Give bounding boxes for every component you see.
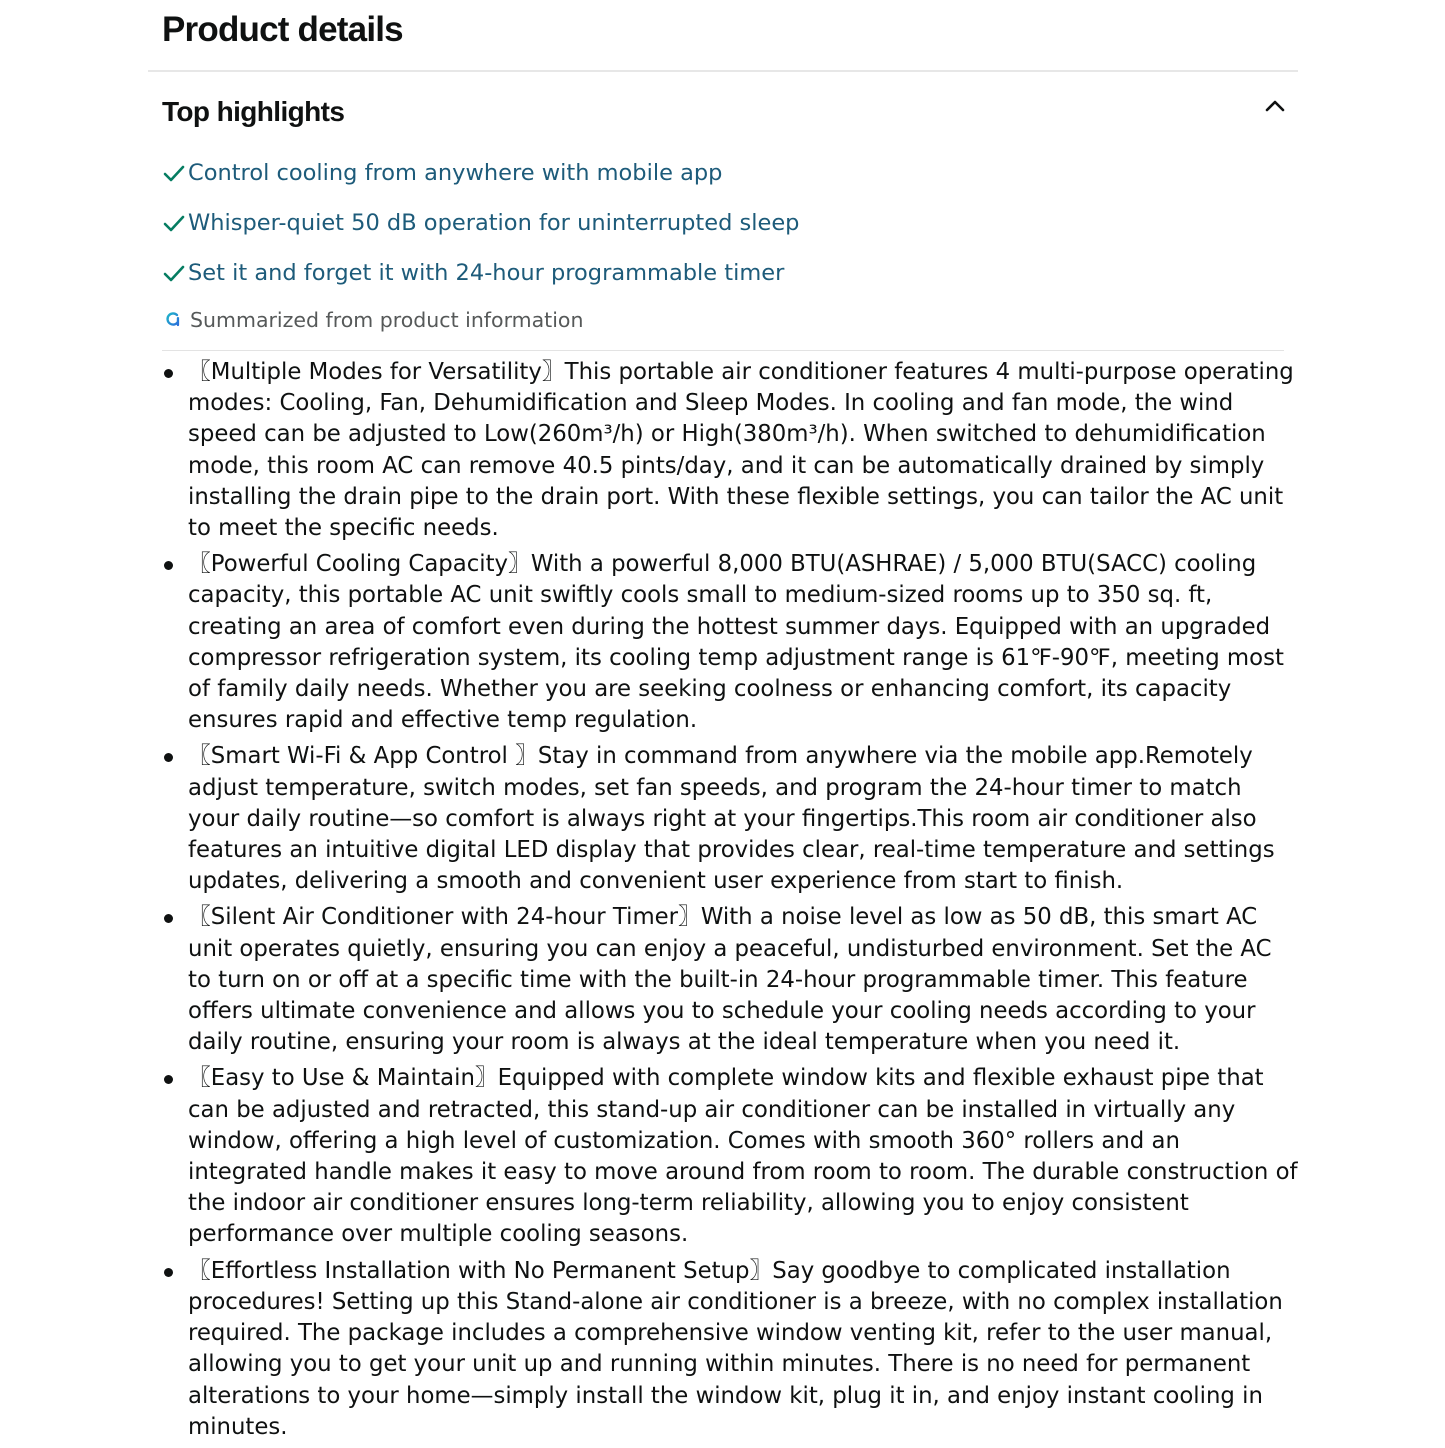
bullet-item xyxy=(188,1256,1298,1443)
bullet-dot xyxy=(164,369,173,378)
bullet-dot xyxy=(164,753,173,762)
bullet-item xyxy=(188,902,1298,1058)
highlight-link[interactable]: Set it and forget it with 24-hour programmable timer xyxy=(188,260,785,286)
bullet-text: 〖Silent Air Conditioner with 24-hour Timer〗With a noise level as low as 50 dB, this smart AC unit operates quietly, ensuring you can enjoy a peaceful, undisturbed environment. Set the AC to turn on or off at a specific time with the built-in 24-hour programmable timer. This feature offers ultimate convenience and allows you to schedule your cooling needs according to your daily routine, ensuring your room is always at the ideal temperature when you need it. xyxy=(188,904,1272,1056)
highlight-item xyxy=(162,156,1282,190)
bullet-text: 〖Multiple Modes for Versatility〗This portable air conditioner features 4 multi-purpose operating modes: Cooling, Fan, Dehumidification and Sleep Modes. In cooling and fan mode, the wind speed can be adjusted to Low(260m³/h) or High(380m³/h). When switched to dehumidification mode, this room AC can remove 40.5 pints/day, and it can be automatically drained by simply installing the drain pipe to the drain port. With these flexible settings, you can tailor the AC unit to meet the specific needs. xyxy=(188,359,1294,542)
summary-text: Summarized from product information xyxy=(190,308,584,332)
bullet-text: 〖Smart Wi-Fi & App Control 〗Stay in command from anywhere via the mobile app.Remotely adjust temperature, switch modes, set fan speeds, and program the 24-hour timer to match your daily routine—so comfort is always right at your fingertips.This room air conditioner also features an intuitive digital LED display that provides clear, real-time temperature and settings updates, delivering a smooth and convenient user experience from start to finish. xyxy=(188,743,1275,895)
highlight-item xyxy=(162,256,1282,290)
ai-summary-note xyxy=(164,304,583,336)
highlight-link[interactable]: Whisper-quiet 50 dB operation for uninterrupted sleep xyxy=(188,210,800,236)
highlight-item xyxy=(162,206,1282,240)
check-icon xyxy=(162,261,186,285)
bullet-item xyxy=(188,357,1298,544)
bullet-item xyxy=(188,1063,1298,1250)
top-highlights-toggle[interactable] xyxy=(162,92,1287,136)
ai-sparkle-icon xyxy=(164,311,182,329)
bullet-dot xyxy=(164,561,173,570)
check-icon xyxy=(162,211,186,235)
highlights-list xyxy=(162,156,1282,306)
divider xyxy=(162,350,1284,351)
highlight-link[interactable]: Control cooling from anywhere with mobile app xyxy=(188,160,723,186)
bullet-item xyxy=(188,741,1298,897)
feature-bullets xyxy=(188,357,1298,1448)
bullet-text: 〖Easy to Use & Maintain〗Equipped with complete window kits and flexible exhaust pipe that can be adjusted and retracted, this stand-up air conditioner can be installed in virtually any window, offering a high level of customization. Comes with smooth 360° rollers and an integrated handle makes it easy to move around from room to room. The durable construction of the indoor air conditioner ensures long-term reliability, allowing you to enjoy consistent performance over multiple cooling seasons. xyxy=(188,1065,1298,1248)
chevron-up-icon[interactable] xyxy=(1263,94,1287,118)
bullet-text: 〖Effortless Installation with No Permanent Setup〗Say goodbye to complicated installation procedures! Setting up this Stand-alone air conditioner is a breeze, with no complex installation required. The package includes a comprehensive window venting kit, refer to the user manual, allowing you to get your unit up and running within minutes. There is no need for permanent alterations to your home—simply install the window kit, plug it in, and enjoy instant cooling in minutes. xyxy=(188,1257,1283,1440)
check-icon xyxy=(162,161,186,185)
bullet-text: 〖Powerful Cooling Capacity〗With a powerful 8,000 BTU(ASHRAE) / 5,000 BTU(SACC) cooling capacity, this portable AC unit swiftly cools small to medium-sized rooms up to 350 sq. ft, creating an area of comfort even during the hottest summer days. Equipped with an upgraded compressor refrigeration system, its cooling temp adjustment range is 61℉-90℉, meeting most of family daily needs. Whether you are seeking coolness or enhancing comfort, its capacity ensures rapid and effective temp regulation. xyxy=(188,551,1284,734)
page-title: Product details xyxy=(162,10,403,49)
bullet-item xyxy=(188,549,1298,736)
section-divider xyxy=(148,70,1298,72)
bullet-dot xyxy=(164,914,173,923)
section-title: Top highlights xyxy=(162,96,345,127)
bullet-dot xyxy=(164,1268,173,1277)
bullet-dot xyxy=(164,1075,173,1084)
